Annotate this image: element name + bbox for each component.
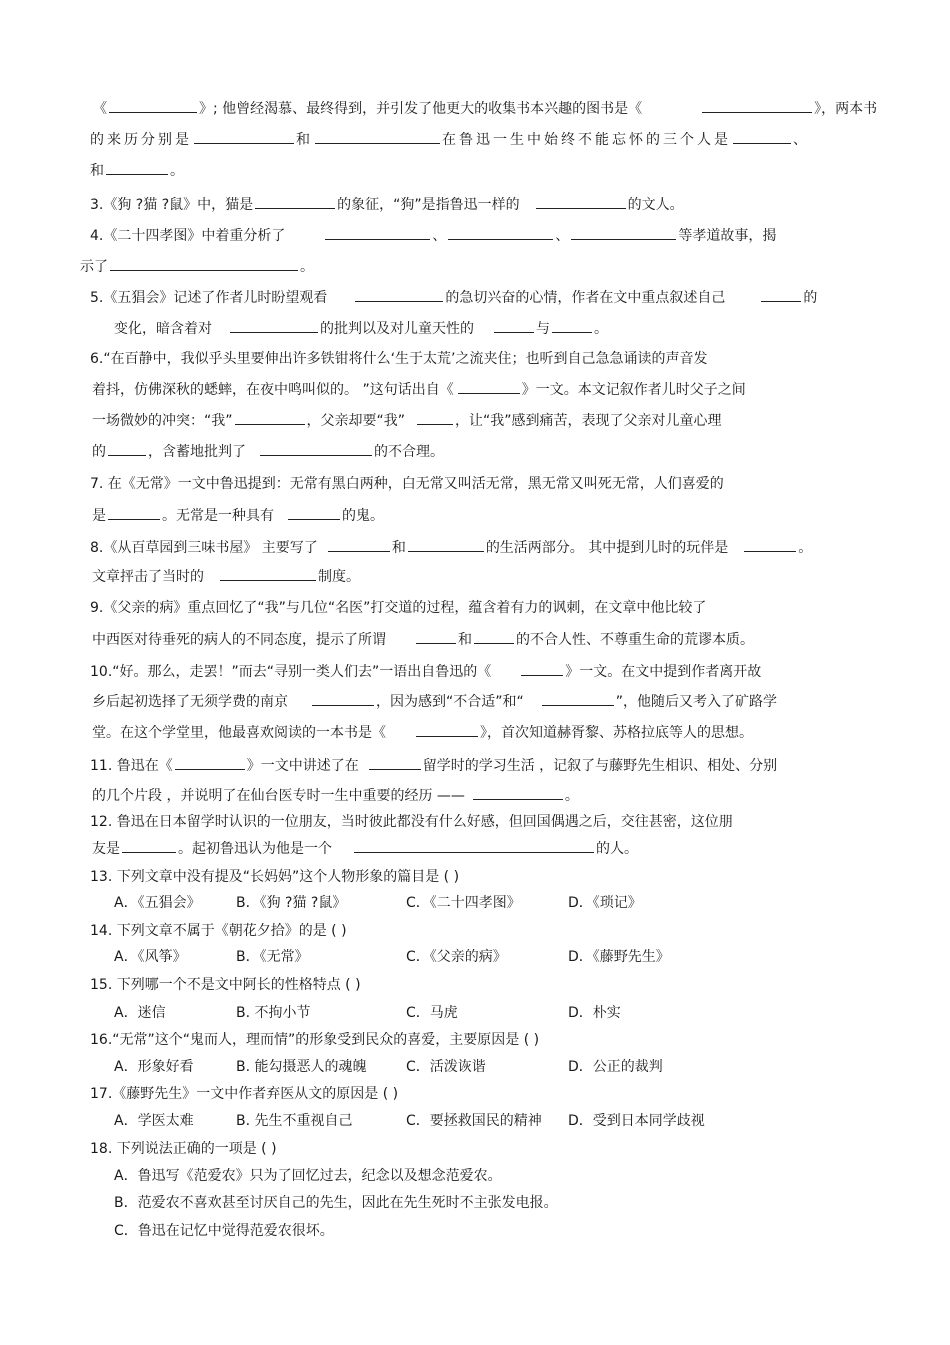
option-a[interactable]: A．学医太难 — [114, 1113, 194, 1129]
question-text: 5.《五猖会》记述了作者儿时盼望观看 — [90, 290, 328, 306]
option-d[interactable]: D．朴实 — [568, 1005, 621, 1021]
option-c[interactable]: C．《父亲的病》 — [406, 949, 507, 965]
option-c[interactable]: C．《二十四孝图》 — [406, 895, 521, 911]
answer-blank[interactable] — [108, 441, 146, 456]
question-5-cont — [114, 318, 608, 338]
answer-blank[interactable] — [312, 691, 374, 706]
question-9-cont — [92, 629, 754, 649]
answer-blank[interactable] — [325, 225, 430, 240]
answer-blank[interactable] — [106, 160, 168, 175]
question-text: ，含蓄地批判了 — [148, 444, 246, 460]
question-text: 4.《二十四孝图》中着重分析了 — [90, 228, 286, 244]
question-text: 9.《父亲的病》重点回忆了“我”与几位“名医”打交道的过程，蕴含着有力的讽刺，在文章中他比较了 — [90, 600, 707, 616]
answer-blank[interactable] — [408, 537, 484, 552]
question-9 — [90, 598, 706, 618]
answer-blank[interactable] — [416, 722, 478, 737]
answer-blank[interactable] — [109, 98, 197, 113]
question-text: 的鬼。 — [342, 508, 384, 524]
question-11-cont — [92, 785, 579, 805]
answer-blank[interactable] — [744, 537, 796, 552]
question-text: 》，首次知道赫胥黎、苏格拉底等人的思想。 — [480, 725, 753, 741]
question-text: 、 — [432, 228, 447, 244]
question-text: 。 — [564, 788, 579, 804]
question-8 — [90, 537, 812, 557]
option-b[interactable]: B．《无常》 — [236, 949, 309, 965]
options-15 — [114, 1003, 621, 1023]
question-text: 与 — [536, 321, 550, 337]
question-6-cont — [92, 379, 746, 399]
answer-blank[interactable] — [235, 410, 305, 425]
question-text: ，因为感到“不合适”和“ — [376, 694, 524, 710]
option-d[interactable]: D．公正的裁判 — [568, 1059, 663, 1075]
question-5 — [90, 287, 817, 307]
question-14 — [90, 921, 347, 941]
question-text: 的文人。 — [627, 197, 684, 213]
question-text: 。 — [300, 259, 314, 275]
question-text: 的急切兴奋的心情，作者在文中重点叙述自己 — [445, 290, 726, 306]
answer-blank[interactable] — [473, 785, 563, 800]
question-17 — [90, 1084, 398, 1104]
question-text: 的批判以及对儿童天性的 — [320, 321, 474, 337]
question-text: 变化，暗含着对 — [114, 321, 212, 337]
options-16 — [114, 1057, 663, 1077]
answer-blank[interactable] — [122, 838, 176, 853]
question-4 — [90, 225, 776, 245]
question-text: 》一文中讲述了在 — [246, 758, 359, 774]
question-text: 16.“无常”这个“鬼而人，理而情”的形象受到民众的喜爱，主要原因是 ( ) — [90, 1032, 540, 1048]
question-text: 8.《从百草园到三味书屋》 主要写了 — [90, 540, 318, 556]
question-11 — [90, 755, 777, 775]
answer-blank[interactable] — [255, 194, 335, 209]
question-text: 着抖，仿佛深秋的蟋蟀，在夜中鸣叫似的。 ”这句话出自《 — [92, 382, 454, 398]
line-text: 《 — [93, 101, 107, 117]
options-14 — [114, 947, 670, 967]
option-text: C．鲁迅在记忆中觉得范爱农很坏。 — [114, 1223, 334, 1239]
question-text: 。 — [798, 540, 813, 556]
question-text: 13. 下列文章中没有提及“长妈妈”这个人物形象的篇目是 ( ) — [90, 869, 460, 885]
question-6-cont — [92, 410, 722, 430]
line-text: 的来历分别是 — [90, 132, 192, 148]
question-13 — [90, 867, 459, 887]
question-text: 6.“在百静中，我似乎头里要伸出许多铁钳将什么‘生于太荒’之流夹住；也听到自己急急诵读的声音发 — [90, 351, 708, 367]
question-text: 示了 — [80, 259, 108, 275]
answer-blank[interactable] — [175, 755, 245, 770]
question-text: 友是 — [92, 841, 120, 857]
question-text: 的象征，“狗”是指鲁迅一样的 — [337, 197, 520, 213]
question-text: ”，他随后又考入了矿路学 — [615, 694, 778, 710]
question-text: 3.《狗 ?猫 ?鼠》中，猫是 — [90, 197, 254, 213]
question-text: 是 — [92, 508, 106, 524]
question-text: 10.“好。那么，走罢！”而去“寻别一类人们去”一语出自鲁迅的《 — [90, 664, 492, 680]
answer-blank[interactable] — [702, 98, 812, 113]
answer-blank[interactable] — [536, 194, 626, 209]
answer-blank[interactable] — [761, 287, 801, 302]
question-text: 的 — [92, 444, 106, 460]
question-6-cont — [92, 441, 444, 461]
question-text: 的生活两部分。 其中提到儿时的玩伴是 — [485, 540, 729, 556]
answer-blank[interactable] — [260, 441, 372, 456]
question-15 — [90, 975, 361, 995]
option-a[interactable]: A．《风筝》 — [114, 949, 187, 965]
answer-blank[interactable] — [110, 256, 298, 271]
answer-blank[interactable] — [230, 318, 318, 333]
question-text: 中西医对待垂死的病人的不同态度，提示了所谓 — [92, 632, 386, 648]
question-text: 15. 下列哪一个不是文中阿长的性格特点 ( ) — [90, 977, 361, 993]
option-a[interactable]: A．迷信 — [114, 1005, 166, 1021]
line-text: 在鲁迅一生中始终不能忘怀的三个人是 — [442, 132, 731, 148]
answer-blank[interactable] — [458, 379, 520, 394]
line-text: 》; 他曾经渴慕、最终得到，并引发了他更大的收集书本兴趣的图书是《 — [199, 101, 643, 117]
question-12 — [90, 812, 733, 832]
line-text: 》，两本书 — [814, 101, 878, 117]
question-8-cont — [92, 566, 360, 586]
line-text: 和 — [90, 163, 104, 179]
question-text: 留学时的学习生活 ，记叙了与藤野先生相识、相处、分别 — [422, 758, 778, 774]
question-text: 。起初鲁迅认为他是一个 — [178, 841, 332, 857]
option-d[interactable]: D．《藤野先生》 — [568, 949, 670, 965]
question-text: 的不合理。 — [374, 444, 444, 460]
question-text: 14. 下列文章不属于《朝花夕拾》的是 ( ) — [90, 923, 347, 939]
option-b[interactable] — [114, 1193, 558, 1213]
question-10-cont — [92, 722, 753, 742]
question-10-cont — [92, 691, 777, 711]
question-text: 18. 下列说法正确的一项是 ( ) — [90, 1141, 277, 1157]
question-10 — [90, 661, 761, 681]
option-b[interactable]: B. 能勾摄恶人的魂魄 — [236, 1059, 367, 1075]
question-text: 一场微妙的冲突：“我” — [92, 413, 233, 429]
answer-blank[interactable] — [108, 505, 160, 520]
question-text: 。 — [594, 321, 608, 337]
answer-blank[interactable] — [448, 225, 553, 240]
option-a[interactable] — [114, 1166, 502, 1186]
option-text: A．鲁迅写《范爱农》只为了回忆过去，纪念以及想念范爱农。 — [114, 1168, 502, 1184]
question-18 — [90, 1139, 277, 1159]
question-text: 制度。 — [318, 569, 360, 585]
answer-blank[interactable] — [417, 410, 453, 425]
text-line — [90, 160, 184, 180]
question-text: 12. 鲁迅在日本留学时认识的一位朋友，当时彼此都没有什么好感，但回国偶遇之后，交往甚密，这位朋 — [90, 814, 733, 830]
options-17 — [114, 1111, 705, 1131]
question-text: 11. 鲁迅在《 — [90, 758, 173, 774]
question-text: ，让“我”感到痛苦，表现了父亲对儿童心理 — [455, 413, 722, 429]
question-text: 等孝道故事，揭 — [678, 228, 777, 244]
option-b[interactable]: B．《狗 ?猫 ?鼠》 — [236, 895, 347, 911]
text-line — [90, 129, 810, 149]
question-text: 的不合人性、不尊重生命的荒谬本质。 — [516, 632, 754, 648]
question-3 — [90, 194, 684, 214]
answer-blank[interactable] — [733, 129, 791, 144]
text-line — [93, 98, 877, 118]
answer-blank[interactable] — [328, 537, 390, 552]
option-b[interactable]: B. 不拘小节 — [236, 1005, 311, 1021]
question-text: 和 — [391, 540, 406, 556]
question-text: 的人。 — [596, 841, 638, 857]
question-text: 》一文。本文记叙作者儿时父子之间 — [521, 382, 746, 398]
answer-blank[interactable] — [194, 129, 294, 144]
option-d[interactable]: D．受到日本同学歧视 — [568, 1113, 705, 1129]
question-12-cont — [92, 838, 638, 858]
answer-blank[interactable] — [369, 755, 421, 770]
answer-blank[interactable] — [494, 318, 534, 333]
option-b[interactable]: B. 先生不重视自己 — [236, 1113, 353, 1129]
option-a[interactable]: A．《五猖会》 — [114, 895, 201, 911]
question-text: 7. 在《无常》一文中鲁迅提到：无常有黑白两种，白无常又叫活无常，黑无常又叫死无常，人们喜爱的 — [90, 476, 724, 492]
question-text: 》一文。在文中提到作者离开故 — [565, 664, 762, 680]
answer-blank[interactable] — [521, 661, 563, 676]
question-16 — [90, 1030, 539, 1050]
question-text: 堂。在这个学堂里，他最喜欢阅读的一本书是《 — [92, 725, 386, 741]
answer-blank[interactable] — [552, 318, 592, 333]
question-text: 的 — [803, 290, 818, 306]
answer-blank[interactable] — [571, 225, 676, 240]
question-text: 文章抨击了当时的 — [92, 569, 204, 585]
question-text: 、 — [555, 228, 570, 244]
answer-blank[interactable] — [416, 629, 456, 644]
option-a[interactable]: A．形象好看 — [114, 1059, 194, 1075]
options-13 — [114, 893, 642, 913]
option-text: B．范爱农不喜欢甚至讨厌自己的先生，因此在先生死时不主张发电报。 — [114, 1195, 558, 1211]
answer-blank[interactable] — [474, 629, 514, 644]
question-text: 17.《藤野先生》一文中作者弃医从文的原因是 ( ) — [90, 1086, 399, 1102]
question-text: ，父亲却要“我” — [306, 413, 406, 429]
question-text: 和 — [458, 632, 472, 648]
question-text: 乡后起初选择了无须学费的南京 — [92, 694, 288, 710]
option-c[interactable] — [114, 1221, 334, 1241]
answer-blank[interactable] — [220, 566, 316, 581]
answer-blank[interactable] — [354, 838, 594, 853]
question-4-cont — [80, 256, 314, 276]
option-c[interactable]: C．要拯救国民的精神 — [406, 1113, 542, 1129]
question-7-cont — [92, 505, 384, 525]
option-d[interactable]: D．《琐记》 — [568, 895, 642, 911]
answer-blank[interactable] — [355, 287, 443, 302]
answer-blank[interactable] — [315, 129, 440, 144]
question-text: 。无常是一种具有 — [162, 508, 274, 524]
answer-blank[interactable] — [288, 505, 340, 520]
line-text: 、 — [793, 132, 810, 148]
question-6 — [90, 349, 708, 369]
option-c[interactable]: C．马虎 — [406, 1005, 458, 1021]
question-text: 的几个片段 ，并说明了在仙台医专时一生中重要的经历 —— — [92, 788, 465, 804]
line-text: 和 — [296, 132, 313, 148]
question-7 — [90, 474, 724, 494]
line-text: 。 — [170, 163, 184, 179]
option-c[interactable]: C．活泼诙谐 — [406, 1059, 486, 1075]
answer-blank[interactable] — [542, 691, 614, 706]
